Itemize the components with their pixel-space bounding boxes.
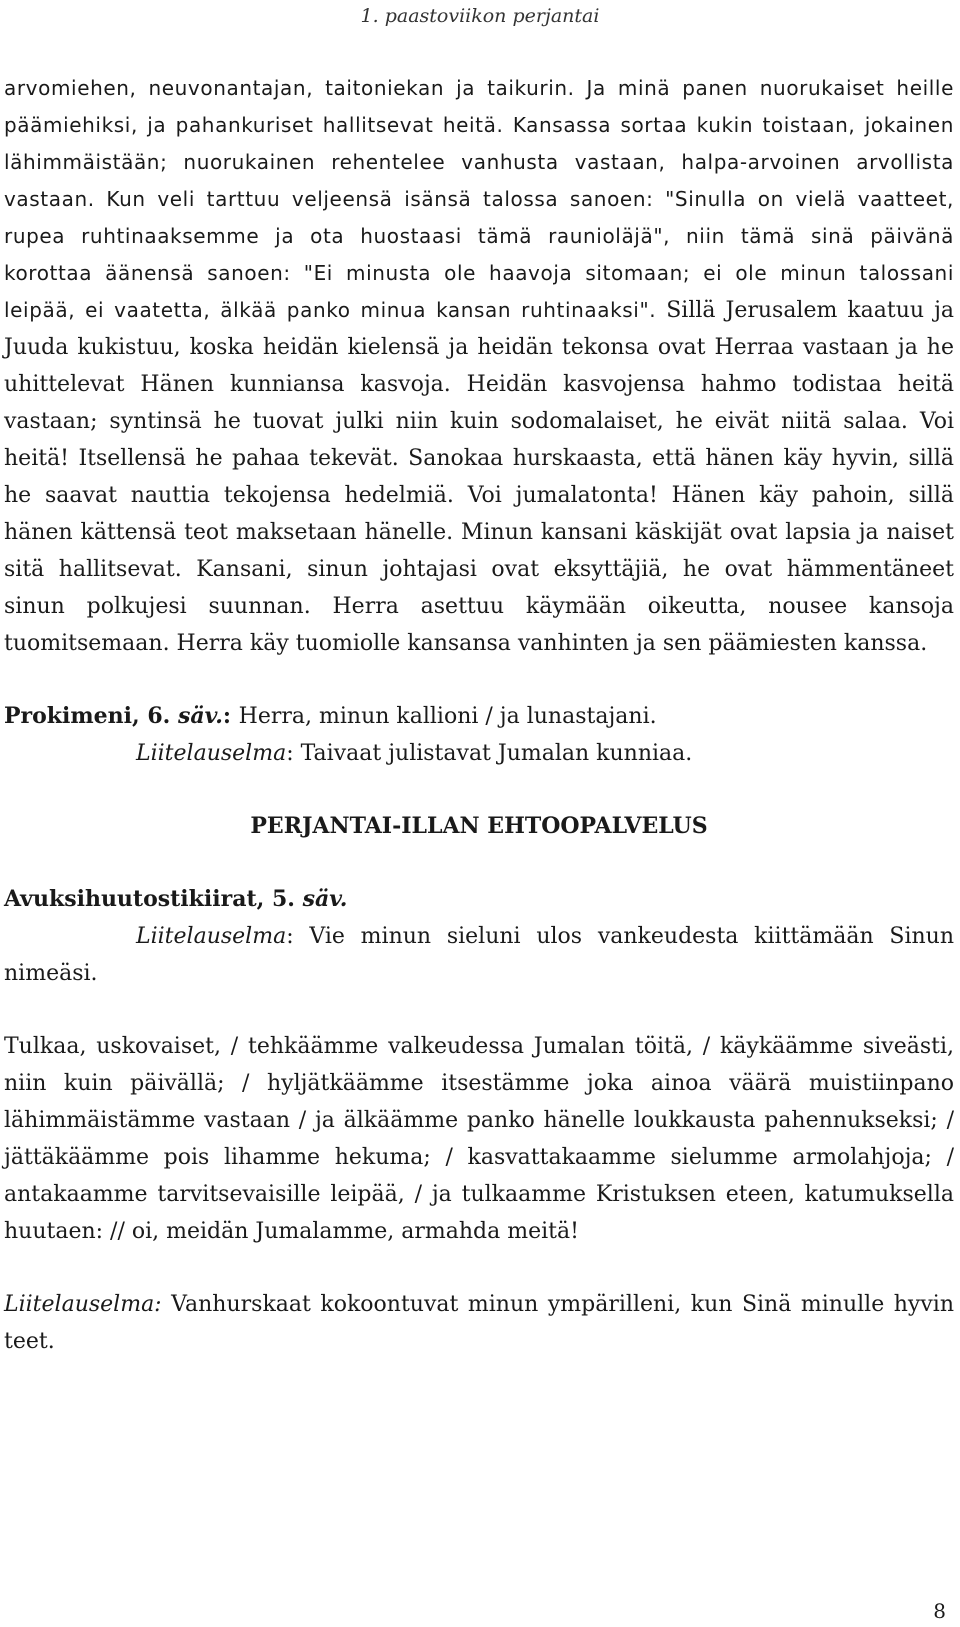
spacer xyxy=(4,992,954,1028)
page-content xyxy=(4,70,954,1360)
prokimeni-verse-sep: : xyxy=(286,741,301,766)
prokimeni-line xyxy=(4,698,954,735)
spacer xyxy=(4,772,954,808)
verse2-paragraph xyxy=(4,1286,954,1360)
prokimeni-verse-text: Taivaat julistavat Jumalan kunniaa. xyxy=(300,741,693,766)
reading-text-sans: arvomiehen, neuvonantajan, taitoniekan ja taikurin. Ja minä panen nuorukaiset heille päämiehiksi, ja pahankuriset hallitsevat heitä. Kansassa sortaa kukin toistaan, jokainen lähimmäistään; nuorukainen rehentelee vanhusta vastaan, halpa-arvoinen arvollista vastaan. Kun veli tarttuu veljeensä isänsä talossa sanoen: "Sinulla on vielä vaatteet, rupea ruhtinaaksemme ja ota huostaasi tämä raunioläjä", niin tämä sinä päivänä korottaa äänensä sanoen: "Ei minusta ole haavoja sitomaan; ei ole minun talossani leipää, ei vaatetta, älkää panko minua kansan ruhtinaaksi". xyxy=(4,76,954,322)
prokimeni-colon: : xyxy=(222,703,239,729)
stichera-paragraph: Tulkaa, uskovaiset, / tehkäämme valkeudessa Jumalan töitä, / käykäämme siveästi, niin kuin päivällä; / hyljätkäämme itsestämme joka ainoa väärä muistiinpano lähimmäistämme vastaan / ja älkäämme panko hänelle loukkausta pahennukseksi; / jättäkäämme pois lihamme hekuma; / kasvattakaamme sielumme armolahjoja; / antakaamme tarvitsevaisille leipää, / ja tulkaamme Kristuksen eteen, katumuksella huutaen: // oi, meidän Jumalamme, armahda meitä! xyxy=(4,1034,954,1244)
page-number: 8 xyxy=(933,1599,946,1623)
spacer xyxy=(4,662,954,698)
avuksihuuto-tone-abbr: säv. xyxy=(302,886,348,912)
prokimeni-verse-label: Liitelauselma xyxy=(136,741,287,766)
avuksihuuto-label: Avuksihuutostikiirat, xyxy=(4,886,272,912)
verse2-text: Vanhurskaat kokoontuvat minun ympärilleni, kun Sinä minulle hyvin teet. xyxy=(4,1292,954,1354)
avuksihuuto-verse-sep: : xyxy=(286,924,310,949)
reading-paragraph xyxy=(4,70,954,662)
spacer xyxy=(4,1250,954,1286)
prokimeni-label: Prokimeni, xyxy=(4,703,148,729)
spacer xyxy=(4,845,954,881)
avuksihuuto-verse xyxy=(4,918,954,992)
avuksihuuto-heading xyxy=(4,881,954,918)
prokimeni-tone-number: 6. xyxy=(147,703,178,729)
reading-text-serif: Sillä Jerusalem kaatuu ja Juuda kukistuu, koska heidän kielensä ja heidän tekonsa ovat Herraa vastaan ja he uhittelevat Hänen kunniansa kasvoja. Heidän kasvojensa hahmo todistaa heitä vastaan; syntinsä he tuovat julki niin kuin sodomalaiset, he eivät niitä salaa. Voi heitä! Itsellensä he pahaa tekevät. Sanokaa hurskaasta, että hänen käy hyvin, sillä he saavat nauttia tekojensa hedelmiä. Voi jumalatonta! Hänen käy pahoin, sillä hänen kättensä teot maksetaan hänelle. Minun kansani käskijät ovat lapsia ja naiset sitä hallitsevat. Kansani, sinun johtajasi ovat eksyttäjiä, he ovat hämmentäneet sinun polkujesi suunnan. Herra asettuu käymään oikeutta, nousee kansoja tuomitsemaan. Herra käy tuomiolle kansansa vanhinten ja sen päämiesten kanssa. xyxy=(4,298,955,656)
prokimeni-text: Herra, minun kallioni / ja lunastajani. xyxy=(238,704,657,729)
prokimeni-tone-abbr: säv. xyxy=(178,703,223,729)
verse2-label: Liitelauselma: xyxy=(4,1292,162,1317)
section-title: PERJANTAI-ILLAN EHTOOPALVELUS xyxy=(250,813,708,839)
prokimeni-verse xyxy=(4,735,954,772)
avuksihuuto-tone-number: 5. xyxy=(271,886,303,912)
running-header: 1. paastoviikon perjantai xyxy=(360,5,600,27)
avuksihuuto-verse-label: Liitelauselma xyxy=(136,924,287,949)
avuksihuuto-verse-text: Vie minun sieluni ulos vankeudesta kiittämään Sinun nimeäsi. xyxy=(4,924,955,986)
